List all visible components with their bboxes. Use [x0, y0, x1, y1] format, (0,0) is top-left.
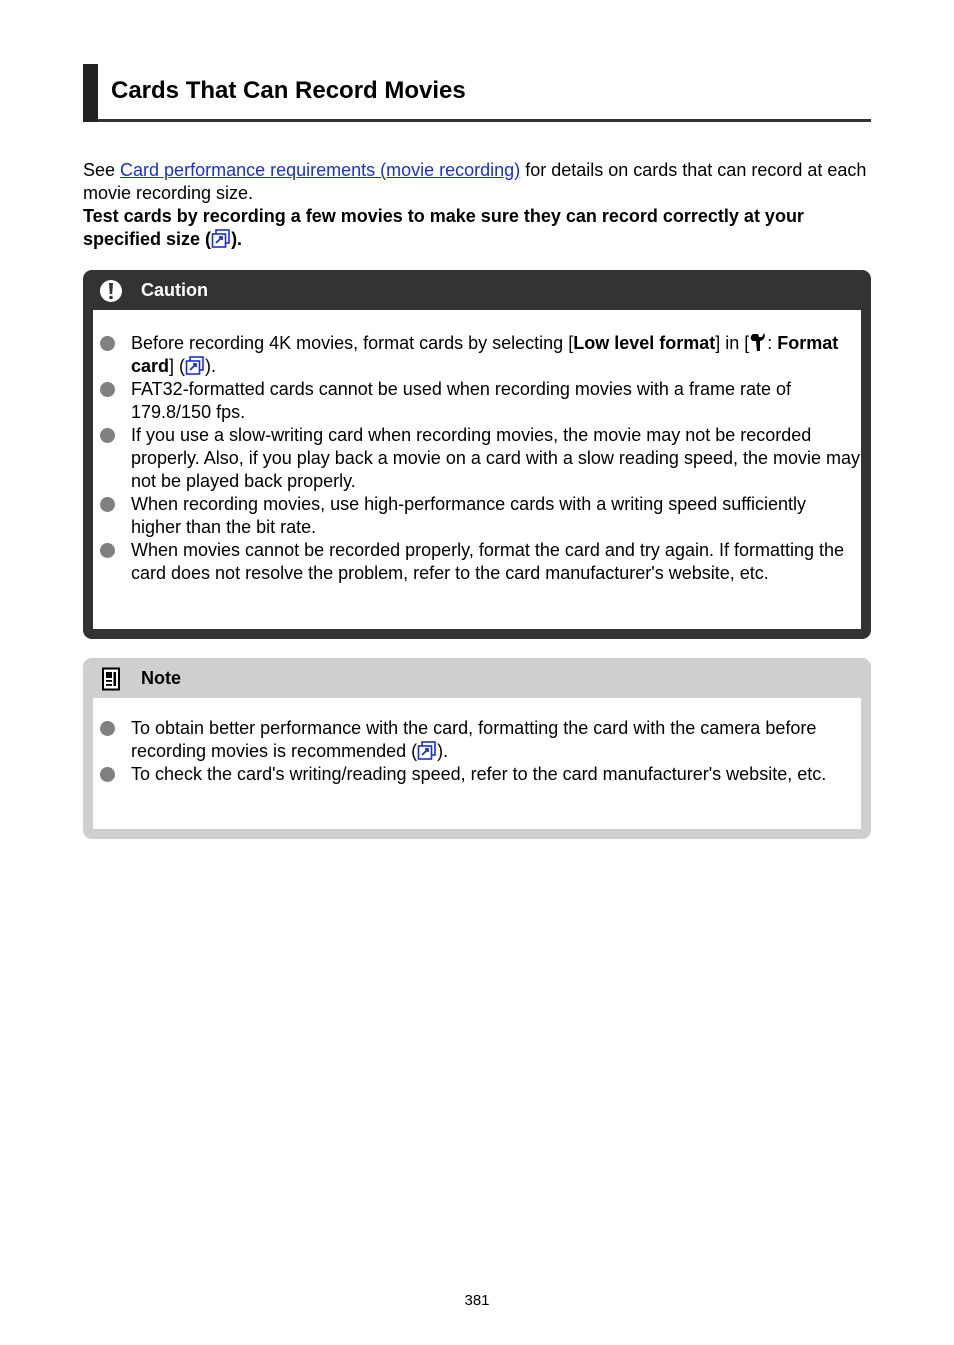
note-title: Note	[141, 668, 181, 688]
list-item: FAT32-formatted cards cannot be used when recording movies with a frame rate of 179.8/150 fps.	[93, 378, 861, 424]
page-title: Cards That Can Record Movies	[111, 77, 466, 104]
intro-bold-text: Test cards by recording a few movies to make sure they can record correctly at your specified size (	[83, 206, 804, 249]
note-icon	[99, 667, 123, 691]
note-box	[83, 658, 871, 839]
intro-paragraph	[83, 159, 873, 251]
caution-title: Caution	[141, 280, 208, 300]
list-item: To obtain better performance with the card, formatting the card with the camera before recording movies is recommended ( ).	[93, 717, 861, 763]
bullet-icon	[100, 497, 115, 512]
caution-box	[83, 270, 871, 639]
list-item: To check the card's writing/reading speed, refer to the card manufacturer's website, etc.	[93, 763, 861, 786]
heading-bar	[83, 64, 98, 122]
list-item: Before recording 4K movies, format cards by selecting [Low level format] in [ : Format card] ( ).	[93, 332, 861, 378]
bullet-icon	[100, 428, 115, 443]
low-level-format-label: Low level format	[573, 333, 716, 353]
page-reference-icon[interactable]	[185, 356, 205, 375]
format-card-label: Format card	[131, 333, 839, 376]
list-item: If you use a slow-writing card when recording movies, the movie may not be recorded properly. Also, if you play back a movie on a card with a slow reading speed, the movie may not be played back properly.	[93, 424, 861, 493]
list-item: When recording movies, use high-performance cards with a writing speed sufficiently higher than the bit rate.	[93, 493, 861, 539]
intro-after-link-text: for details on cards that can record at each movie recording size.	[83, 160, 867, 203]
bullet-icon	[100, 382, 115, 397]
note-header	[83, 658, 871, 698]
card-performance-link[interactable]: Card performance requirements (movie recording)	[120, 160, 521, 180]
caution-icon	[99, 279, 123, 303]
caution-body	[93, 310, 861, 629]
page-reference-icon[interactable]	[211, 229, 231, 248]
bullet-icon	[100, 336, 115, 351]
note-body	[93, 698, 861, 829]
page-reference-icon[interactable]	[417, 741, 437, 760]
caution-header	[83, 270, 871, 310]
bullet-icon	[100, 767, 115, 782]
bullet-icon	[100, 543, 115, 558]
intro-bold-close: ).	[231, 229, 243, 249]
page-number: 381	[464, 1292, 490, 1309]
list-item: When movies cannot be recorded properly, format the card and try again. If formatting the card does not resolve the problem, refer to the card manufacturer's website, etc.	[93, 539, 861, 585]
bullet-icon	[100, 721, 115, 736]
caution-list	[93, 332, 861, 585]
wrench-icon	[749, 332, 767, 352]
section-heading	[83, 64, 871, 122]
note-list	[93, 717, 861, 786]
intro-see-text: See	[83, 160, 121, 180]
